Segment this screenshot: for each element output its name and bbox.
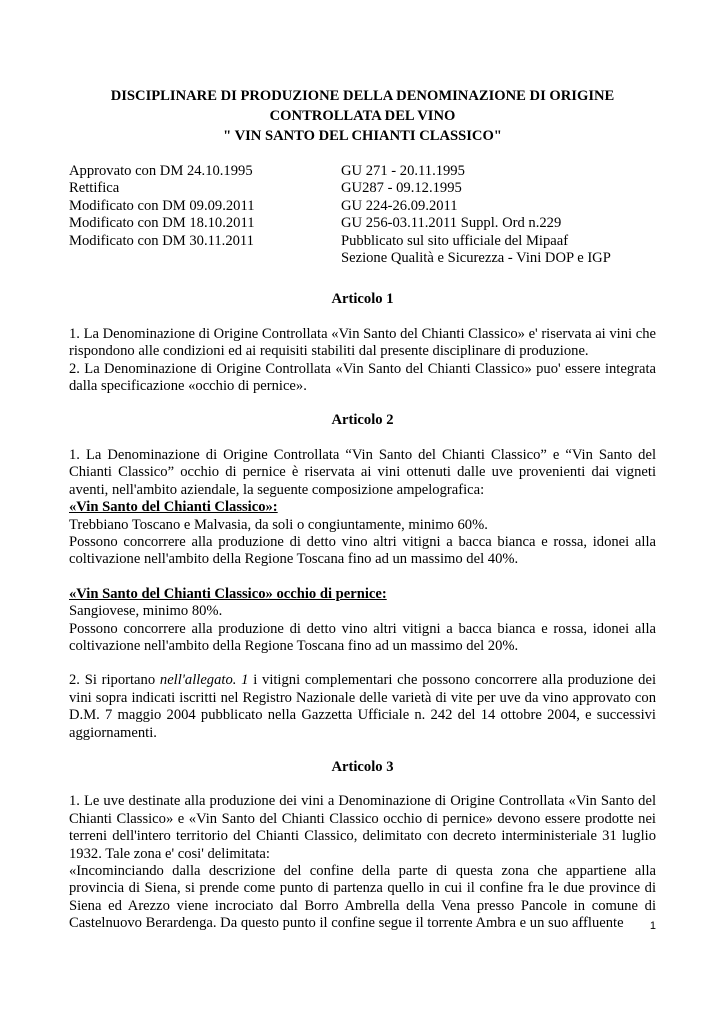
title-line-3: " VIN SANTO DEL CHIANTI CLASSICO" (223, 128, 502, 144)
article-2-paragraph-2: 2. Si riportano nell'allegato. 1 i vitigni complementari che possono concorrere alla produzione dei vini sopra indicati iscritti nel Registro Nazionale delle varietà di vite per uve da vino approvato con D.M. 7 maggio 2004 pubblicato nella Gazzetta Ufficiale n. 242 del 14 ottobre 2004, e successivi aggiornamenti. (69, 672, 657, 741)
approval-left: Modificato con DM 30.11.2011 (69, 232, 254, 249)
approval-left: Modificato con DM 09.09.2011 (69, 197, 255, 214)
article-1-paragraph-1: 1. La Denominazione di Origine Controllata «Vin Santo del Chianti Classico» e' riservata ai vini che rispondono alle condizioni ed ai requisiti stabiliti dal presente disciplinare di produzione. (69, 325, 656, 360)
article-1-heading: Articolo 1 (331, 291, 394, 308)
article-3-paragraph-1: 1. Le uve destinate alla produzione dei vini a Denominazione di Origine Controllata «Vin Santo del Chianti Classico» e «Vin Santo del Chianti Classico occhio di pernice» devono essere prodotte nei terreni dell'intero territorio del Chianti Classico, delimitato con decreto interministeriale 31 luglio 1932. Tale zona e' cosi' delimitata: (69, 793, 656, 862)
approval-right: GU 224-26.09.2011 (341, 197, 458, 214)
article-2-text-1: Possono concorrere alla produzione di detto vino altri vitigni a bacca bianca e rossa, idonei alla coltivazione nell'ambito della Regione Toscana fino ad un massimo del 40%. (69, 533, 656, 568)
approval-left: Approvato con DM 24.10.1995 (69, 163, 253, 179)
article-2-composition-2: Sangiovese, minimo 80%. (69, 603, 223, 620)
approval-right: Sezione Qualità e Sicurezza - Vini DOP e IGP (341, 250, 611, 267)
article-3-paragraph-2: «Incominciando dalla descrizione del confine della parte di questa zona che appartiene alla provincia di Siena, si prende come punto di partenza quello in cui il confine fra le due province di Siena ed Arezzo viene incrociato dal Borro Ambrella della Vena presso Pancole in comune di Castelnuovo Berardenga. Da questo punto il confine segue il torrente Ambra e un suo affluente (69, 863, 656, 932)
article-2-composition-1: Trebbiano Toscano e Malvasia, da soli o congiuntamente, minimo 60%. (69, 516, 488, 533)
article-2-paragraph-1: 1. La Denominazione di Origine Controllata “Vin Santo del Chianti Classico” e “Vin Santo del Chianti Classico” occhio di pernice è riservata ai vini ottenuti dalle uve provenienti dai vigneti aventi, nell'ambito aziendale, la seguente composizione ampelografica: (69, 446, 656, 498)
approval-left: Rettifica (69, 180, 120, 197)
article-2-heading: Articolo 2 (331, 412, 394, 429)
approval-left (69, 250, 341, 267)
approval-right: GU 271 - 20.11.1995 (341, 163, 465, 179)
page-number: 1 (649, 920, 656, 932)
article-2-text-2: Possono concorrere alla produzione di detto vino altri vitigni a bacca bianca e rossa, idonei alla coltivazione nell'ambito della Regione Toscana fino ad un massimo del 20%. (69, 620, 656, 654)
document-page (69, 86, 656, 933)
title-line-2: CONTROLLATA DEL VINO (269, 108, 456, 124)
approval-right: GU287 - 09.12.1995 (341, 180, 462, 197)
article-2-subheading-2: «Vin Santo del Chianti Classico» occhio di pernice: (69, 585, 387, 602)
document-title (69, 86, 656, 146)
article-1-paragraph-2: 2. La Denominazione di Origine Controllata «Vin Santo del Chianti Classico» puo' essere integrata dalla specificazione «occhio di pernice». (69, 360, 656, 395)
approval-right: Pubblicato sul sito ufficiale del Mipaaf (341, 232, 569, 249)
title-line-1: DISCIPLINARE DI PRODUZIONE DELLA DENOMINAZIONE DI ORIGINE (110, 88, 615, 104)
approval-right: GU 256-03.11.2011 Suppl. Ord n.229 (341, 215, 562, 232)
article-3-heading: Articolo 3 (331, 758, 394, 775)
article-2-subheading-1: «Vin Santo del Chianti Classico»: (69, 499, 278, 516)
approvals-table (69, 163, 656, 267)
annex-reference: nell'allegato. 1 (159, 672, 249, 689)
approval-left: Modificato con DM 18.10.2011 (69, 215, 255, 232)
